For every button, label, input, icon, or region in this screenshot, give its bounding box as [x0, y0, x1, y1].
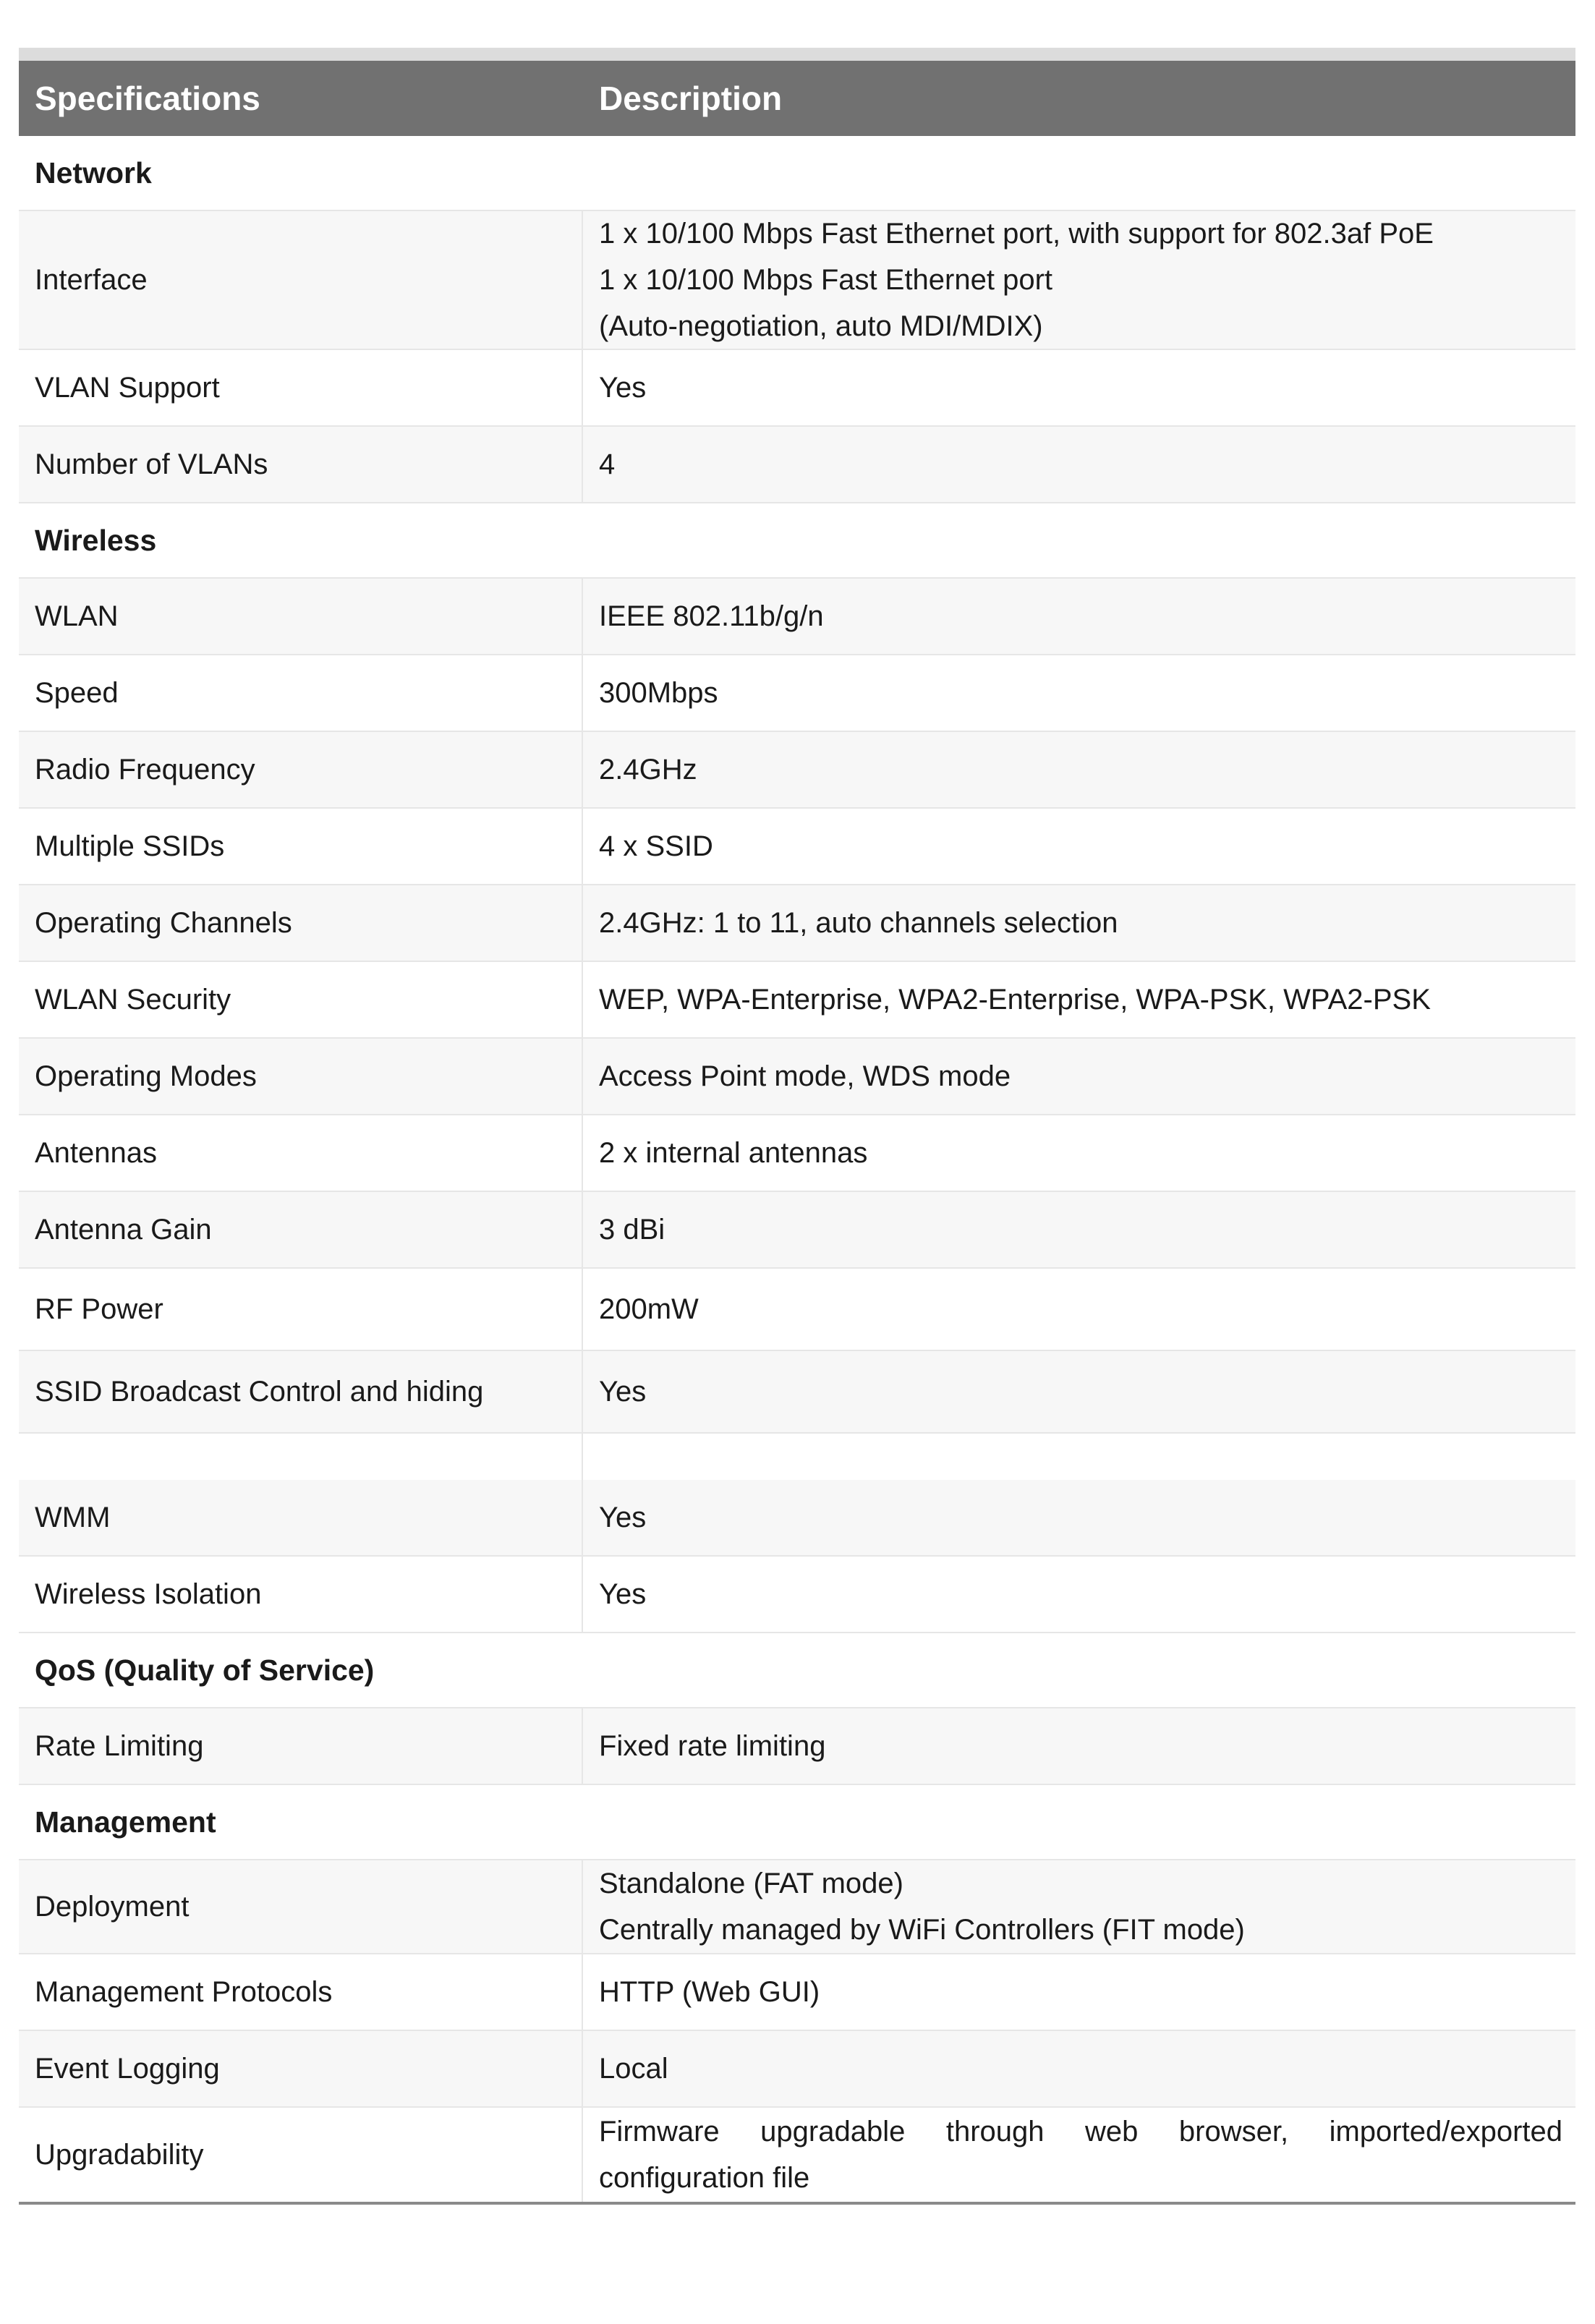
- value-line: Standalone (FAT mode): [599, 1868, 903, 1899]
- table-row: [19, 655, 1575, 732]
- section-wireless: [19, 503, 1575, 579]
- table-row: [19, 1708, 1575, 1785]
- table-row: [19, 1557, 1575, 1633]
- row-value: Yes: [599, 1376, 647, 1408]
- row-value: IEEE 802.11b/g/n: [599, 600, 824, 632]
- row-label: Speed: [19, 655, 583, 731]
- empty-row: [19, 1434, 1575, 1480]
- table-row: [19, 732, 1575, 809]
- row-value: Firmware upgradable through web browser, imported/exported configuration file: [599, 2116, 1562, 2194]
- table-row: [19, 1115, 1575, 1192]
- table-row: [19, 1351, 1575, 1434]
- row-value: Access Point mode, WDS mode: [599, 1060, 1011, 1092]
- row-label: Interface: [19, 211, 583, 349]
- row-value: 2 x internal antennas: [599, 1137, 868, 1169]
- row-label: Antennas: [19, 1115, 583, 1191]
- row-label: RF Power: [19, 1269, 583, 1350]
- row-value: 4: [599, 448, 616, 480]
- row-value: Yes: [599, 372, 647, 404]
- row-value: Fixed rate limiting: [599, 1730, 826, 1762]
- row-value: Local: [599, 2053, 668, 2085]
- section-title: Management: [35, 1805, 216, 1839]
- row-label: WMM: [19, 1480, 583, 1555]
- table-row: [19, 2108, 1575, 2202]
- row-value: 200mW: [599, 1293, 699, 1325]
- row-label: VLAN Support: [19, 350, 583, 425]
- header-description: Description: [599, 80, 783, 117]
- row-label: Event Logging: [19, 2031, 583, 2106]
- row-label: WLAN: [19, 579, 583, 654]
- table-row: [19, 1192, 1575, 1269]
- spec-table: [19, 48, 1575, 2205]
- header-specifications: Specifications: [35, 80, 260, 117]
- table-row: [19, 2031, 1575, 2108]
- value-line: 1 x 10/100 Mbps Fast Ethernet port, with support for 802.3af PoE: [599, 218, 1434, 250]
- row-value: 3 dBi: [599, 1214, 665, 1246]
- table-row: [19, 809, 1575, 885]
- row-value: 300Mbps: [599, 677, 718, 709]
- row-label: Rate Limiting: [19, 1708, 583, 1784]
- table-header: [19, 61, 1575, 136]
- value-line: Centrally managed by WiFi Controllers (FIT mode): [599, 1914, 1245, 1946]
- value-line: 1 x 10/100 Mbps Fast Ethernet port: [599, 264, 1053, 296]
- row-value: 4 x SSID: [599, 830, 713, 862]
- row-value: WEP, WPA-Enterprise, WPA2-Enterprise, WPA-PSK, WPA2-PSK: [599, 984, 1431, 1016]
- section-title: Wireless: [35, 524, 157, 557]
- table-row: [19, 1954, 1575, 2031]
- section-network: [19, 136, 1575, 211]
- row-label: Multiple SSIDs: [19, 809, 583, 884]
- row-label: Number of VLANs: [19, 427, 583, 502]
- table-row: [19, 1480, 1575, 1557]
- row-value: Yes: [599, 1578, 647, 1610]
- table-row: [19, 885, 1575, 962]
- row-label: WLAN Security: [19, 962, 583, 1037]
- table-row: [19, 1860, 1575, 1954]
- section-title: Network: [35, 156, 152, 190]
- row-value: 2.4GHz: [599, 754, 697, 786]
- table-row: [19, 427, 1575, 503]
- row-value: [583, 211, 1575, 349]
- row-label: Operating Channels: [19, 885, 583, 961]
- section-title: QoS (Quality of Service): [35, 1653, 375, 1687]
- table-row: [19, 962, 1575, 1039]
- empty-cell: [19, 1434, 583, 1480]
- row-value: Yes: [599, 1502, 647, 1533]
- empty-cell: [583, 1434, 1575, 1480]
- top-rule: [19, 48, 1575, 61]
- table-row: [19, 579, 1575, 655]
- row-value: [583, 1860, 1575, 1953]
- table-row: [19, 1039, 1575, 1115]
- value-line: (Auto-negotiation, auto MDI/MDIX): [599, 310, 1043, 342]
- bottom-rule: [19, 2202, 1575, 2205]
- row-label: Upgradability: [19, 2108, 583, 2202]
- row-label: Wireless Isolation: [19, 1557, 583, 1632]
- section-qos: [19, 1633, 1575, 1708]
- row-label: Deployment: [19, 1860, 583, 1953]
- row-label: Operating Modes: [19, 1039, 583, 1114]
- row-label: Management Protocols: [19, 1954, 583, 2030]
- table-row: [19, 1269, 1575, 1351]
- table-row: [19, 211, 1575, 350]
- row-value: HTTP (Web GUI): [599, 1976, 820, 2008]
- row-label: Antenna Gain: [19, 1192, 583, 1267]
- row-label: SSID Broadcast Control and hiding: [19, 1351, 583, 1432]
- row-label: Radio Frequency: [19, 732, 583, 807]
- table-row: [19, 350, 1575, 427]
- section-management: [19, 1785, 1575, 1860]
- row-value: 2.4GHz: 1 to 11, auto channels selection: [599, 907, 1118, 939]
